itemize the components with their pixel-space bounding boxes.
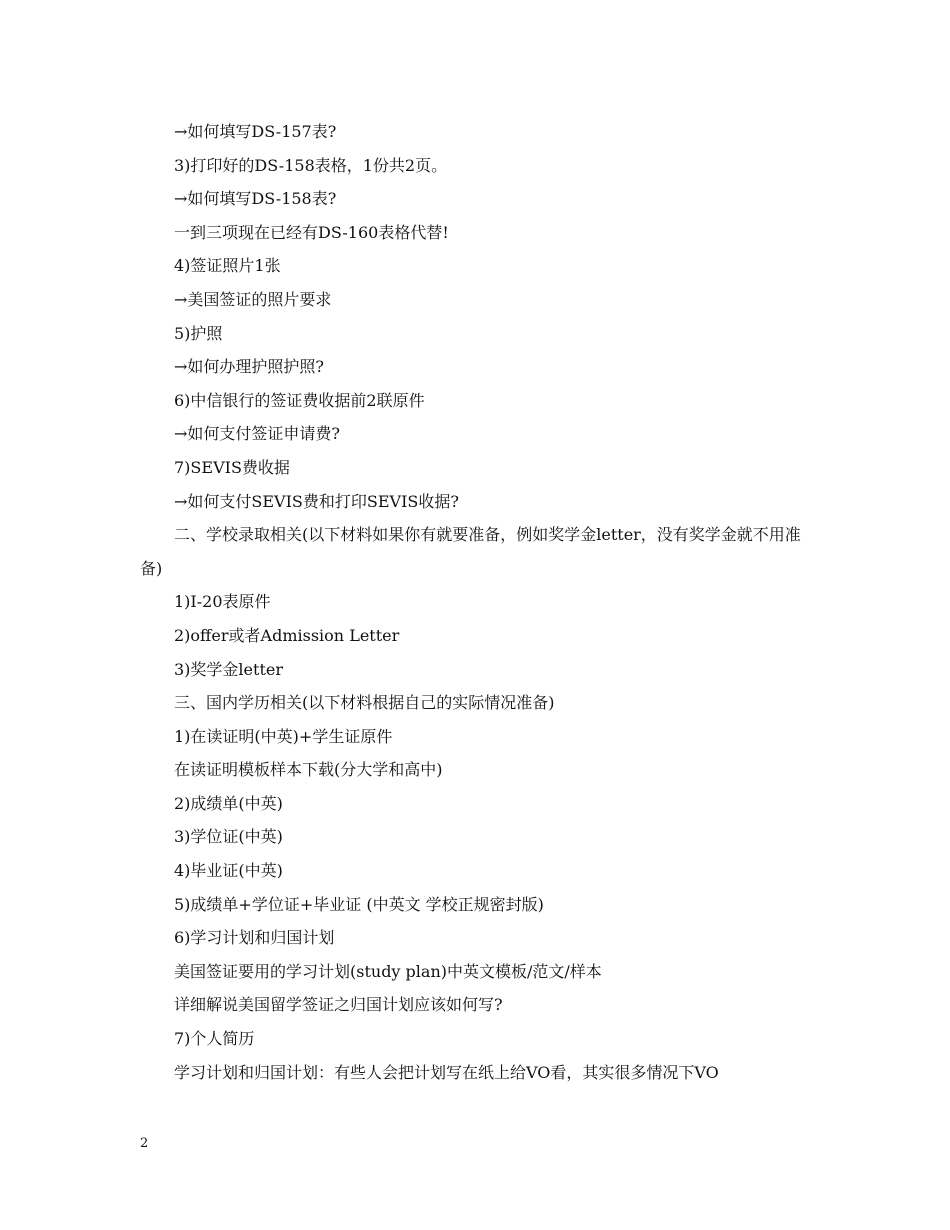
text-line: 1)在读证明(中英)+学生证原件 — [174, 726, 393, 746]
text-line: 美国签证要用的学习计划(study plan)中英文模板/范文/样本 — [174, 961, 602, 981]
text-line: 1)I-20表原件 — [174, 592, 271, 612]
text-line: 7)个人简历 — [174, 1029, 255, 1049]
page-number: 2 — [140, 1136, 149, 1151]
text-line: 6)学习计划和归国计划 — [174, 928, 335, 948]
text-line: 5)护照 — [174, 323, 223, 343]
text-line: 详细解说美国留学签证之归国计划应该如何写? — [174, 995, 503, 1015]
text-line: 3)奖学金letter — [174, 659, 283, 679]
section-heading-education: 三、国内学历相关(以下材料根据自己的实际情况准备) — [174, 693, 555, 713]
document-body — [140, 115, 820, 1089]
text-line: 2)offer或者Admission Letter — [174, 625, 400, 645]
text-line: 6)中信银行的签证费收据前2联原件 — [174, 390, 425, 410]
text-line: 学习计划和归国计划：有些人会把计划写在纸上给VO看，其实很多情况下VO — [174, 1062, 719, 1082]
text-line: 在读证明模板样本下载(分大学和高中) — [174, 760, 443, 780]
text-line: 7)SEVIS费收据 — [174, 457, 290, 477]
text-line: 5)成绩单+学位证+毕业证 (中英文 学校正规密封版) — [174, 894, 544, 914]
text-line: →美国签证的照片要求 — [174, 289, 332, 309]
text-line: 2)成绩单(中英) — [174, 793, 283, 813]
text-line: 3)学位证(中英) — [174, 827, 283, 847]
text-line: 4)毕业证(中英) — [174, 861, 283, 881]
text-line: →如何填写DS-157表? — [174, 122, 337, 141]
text-line: →如何办理护照护照? — [174, 357, 324, 377]
text-line: 一到三项现在已经有DS-160表格代替! — [174, 222, 449, 242]
text-line: →如何支付SEVIS费和打印SEVIS收据? — [174, 491, 459, 511]
text-line: →如何填写DS-158表? — [174, 189, 337, 209]
text-line: 4)签证照片1张 — [174, 256, 281, 276]
text-line: 3)打印好的DS-158表格，1份共2页。 — [174, 155, 448, 175]
text-line: →如何支付签证申请费? — [174, 424, 340, 444]
section-heading-school: 二、学校录取相关(以下材料如果你有就要准备，例如奖学金letter，没有奖学金就不用准备) — [140, 525, 801, 578]
